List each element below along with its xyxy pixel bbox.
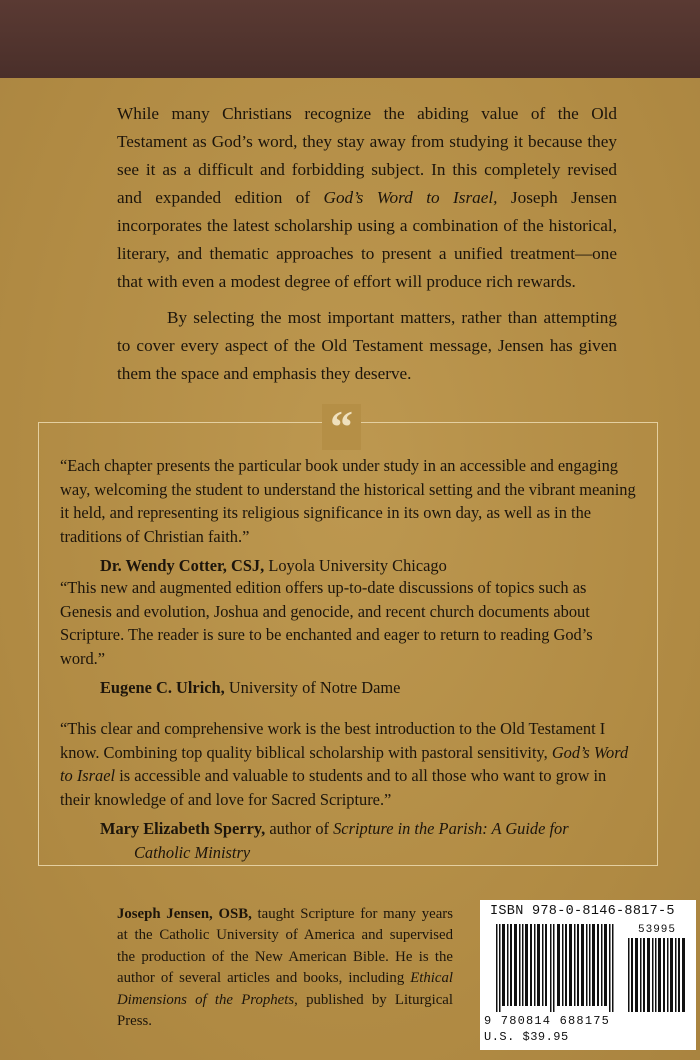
top-dark-band: [0, 0, 700, 78]
testimonial-affiliation: author of: [265, 819, 334, 838]
blurb-paragraph-2: By selecting the most important matters, rather than attempting to cover every aspect of the Old Testament message, Jensen has given them the space and emphasis they deserve.: [117, 308, 617, 383]
bio-text-part2: , published by Liturgical Press.: [117, 991, 453, 1030]
blurb-book-title: God’s Word to Israel,: [323, 188, 498, 207]
bio-author-name: Joseph Jensen, OSB,: [117, 906, 252, 922]
testimonial-2: [60, 576, 640, 700]
testimonial-attribution: [100, 676, 640, 700]
testimonial-1: [60, 454, 640, 578]
price-label: U.S. $39.95: [484, 1030, 569, 1044]
price-barcode-icon: [628, 938, 686, 1012]
isbn-number: ISBN 978-0-8146-8817-5: [490, 904, 675, 919]
blurb-p1-part2: Joseph Jensen incorporates the latest scholarship using a combination of the historical, literary, and thematic approaches to present a unified treatment—one that with even a modest degree of effort will produce rich rewards.: [117, 188, 617, 291]
price-code: 53995: [638, 924, 677, 936]
quote-mark-icon: “: [322, 404, 361, 450]
testimonial-attribution: [100, 817, 640, 864]
testimonial-text-part1: “This clear and comprehensive work is the best introduction to the Old Testament I know. Combining top quality biblical scholarship with pastoral sensitivity,: [60, 719, 606, 762]
blurb-p1-part1: While many Christians recognize the abiding value of the Old Testament as God’s word, they stay away from studying it because they see it as a difficult and forbidding subject. In this completely revised and expanded edition of: [117, 104, 617, 207]
testimonial-author: Eugene C. Ulrich,: [100, 678, 225, 697]
bio-text-part1: taught Scripture for many years at the Catholic University of America and supervised the production of the New American Bible. He is the author of several articles and books, including: [117, 906, 453, 987]
author-bio: [117, 904, 453, 1032]
testimonial-attribution: [100, 554, 640, 578]
testimonial-text-part2: is accessible and valuable to students and to all those who want to grow in their knowledge of and love for Sacred Scripture.”: [60, 766, 607, 809]
ean-barcode-icon: [496, 924, 616, 1012]
blurb-paragraph-1: [117, 100, 617, 296]
testimonial-author-book-line1: Scripture in the Parish: A Guide for: [333, 819, 569, 838]
ean-digits: 9 780814 688175: [484, 1014, 611, 1028]
testimonial-affiliation: University of Notre Dame: [224, 678, 401, 697]
testimonial-3: [60, 717, 640, 864]
testimonial-text: “Each chapter presents the particular book under study in an accessible and engaging way, welcoming the student to understand the historical setting and the vibrant meaning it held, and representing its religious significance in its own day, as well as in the traditions of Christian faith.”: [60, 456, 636, 546]
testimonial-author: Mary Elizabeth Sperry,: [100, 819, 266, 838]
testimonial-author-book-line2: Catholic Ministry: [134, 842, 251, 862]
testimonial-author: Dr. Wendy Cotter, CSJ,: [100, 556, 265, 575]
description-blurb: [117, 100, 617, 388]
bio-book-title: Ethical Dimensions of the Prophets: [117, 970, 453, 1008]
barcode-label: [480, 900, 696, 1050]
testimonial-text: [60, 717, 640, 811]
testimonial-text: “This new and augmented edition offers up-to-date discussions of topics such as Genesis and evolution, Joshua and genocide, and recent church documents about Scripture. The reader is sure to be enchanted and eager to return to reading God’s word.”: [60, 578, 593, 668]
testimonial-affiliation: Loyola University Chicago: [264, 556, 447, 575]
testimonial-book-title: God’s Word to Israel: [60, 742, 629, 785]
